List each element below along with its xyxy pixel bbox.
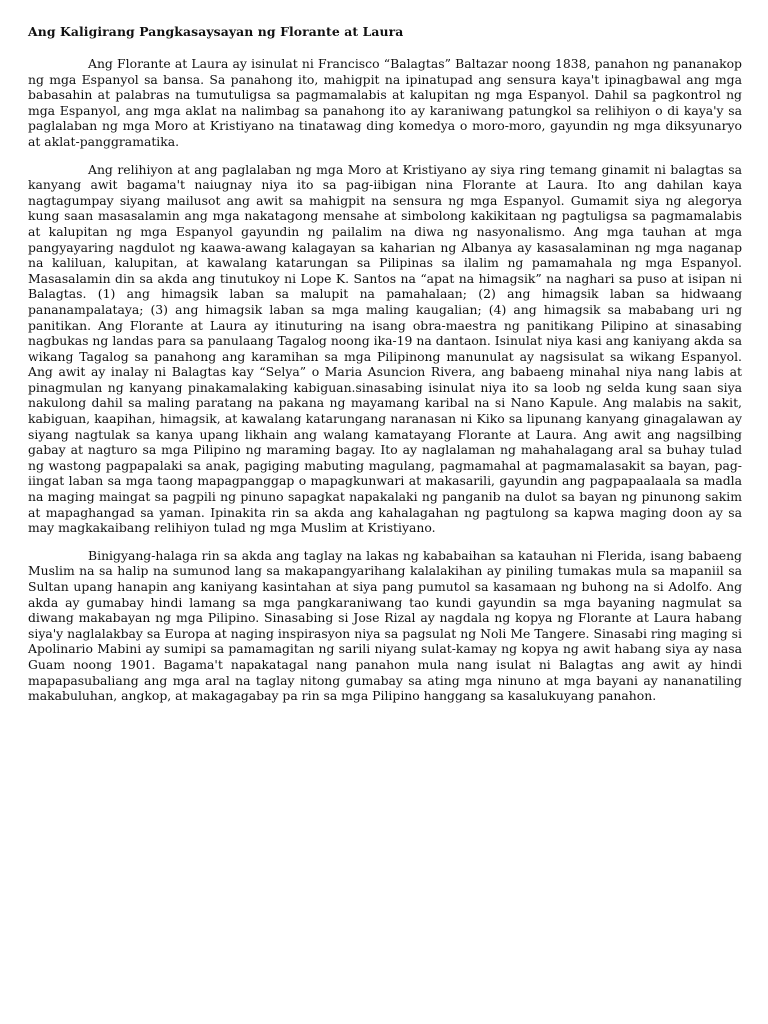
document-page (28, 24, 742, 716)
paragraph-3: Binigyang-halaga rin sa akda ang taglay na lakas ng kababaihan sa katauhan ni Flerida, isang babaeng Muslim na sa halip na sumunod lang sa makapangyarihang kalalakihan ay piniling tumakas mula sa mapaniil sa Sultan upang hanapin ang kaniyang kasintahan at siya pang pumutol sa kasamaan ng buhong na si Adolfo. Ang akda ay gumabay hindi lamang sa mga pangkaraniwang tao kundi gayundin sa mga bayaning nagmulat sa diwang makabayan ng mga Pilipino. Sinasabing si Jose Rizal ay nagdala ng kopya ng Florante at Laura habang siya'y naglalakbay sa Europa at naging inspirasyon niya sa pagsulat ng Noli Me Tangere. Sinasabi ring maging si Apolinario Mabini ay sumipi sa pamamagitan ng sarili niyang sulat-kamay ng kopya ng awit habang siya ay nasa Guam noong 1901. Bagama't napakatagal nang panahon mula nang isulat ni Balagtas ang awit ay hindi mapapasubaliang ang mga aral na taglay nitong gumabay sa ating mga ninuno at mga bayani ay nananatiling makabuluhan, angkop, at makagagabay pa rin sa mga Pilipino hanggang sa kasalukuyang panahon. (28, 547, 742, 704)
document-title: Ang Kaligirang Pangkasaysayan ng Florante at Laura (28, 24, 404, 39)
paragraph-1: Ang Florante at Laura ay isinulat ni Francisco “Balagtas” Baltazar noong 1838, panahon ng pananakop ng mga Espanyol sa bansa. Sa panahong ito, mahigpit na ipinatupad ang sensura kaya't ipinagbawal ang mga babasahin at palabras na tumutuligsa sa pagmamalabis at kalupitan ng mga Espanyol. Dahil sa pagkontrol ng mga Espanyol, ang mga aklat na nalimbag sa panahong ito ay karaniwang patungkol sa relihiyon o di kaya'y sa paglalaban ng mga Moro at Kristiyano na tinatawag ding komedya o moro-moro, gayundin ng mga diksyunaryo at aklat-panggramatika. (28, 56, 742, 149)
paragraph-2: Ang relihiyon at ang paglalaban ng mga Moro at Kristiyano ay siya ring temang ginamit ni balagtas sa kanyang awit bagama't naiugnay niya ito sa pag-iibigan nina Florante at Laura. Ito ang dahilan kaya nagtagumpay siyang mailusot ang awit sa mahigpit na sensura ng mga Espanyol. Gumamit siya ng alegorya kung saan masasalamin ang mga nakatagong mensahe at simbolong kakikitaan ng pagtuligsa sa pagmamalabis at kalupitan ng mga Espanyol gayundin ng pailalim na diwa ng nasyonalismo. Ang mga tauhan at mga pangyayaring nagdulot ng kaawa-awang kalagayan sa kaharian ng Albanya ay kasasalaminan ng mga naganap na kaliluan, kalupitan, at kawalang katarungan sa Pilipinas sa ilalim ng pamamahala ng mga Espanyol. Masasalamin din sa akda ang tinutukoy ni Lope K. Santos na “apat na himagsik” na naghari sa puso at isipan ni Balagtas. (1) ang himagsik laban sa malupit na pamahalaan; (2) ang himagsik laban sa hidwaang pananampalataya; (3) ang himagsik laban sa mga maling kaugalian; (4) ang himagsik sa mababang uri ng panitikan. Ang Florante at Laura ay itinuturing na isang obra-maestra ng panitikang Pilipino at sinasabing nagbukas ng landas para sa panulaang Tagalog noong ika-19 na dantaon. Isinulat niya kasi ang kaniyang akda sa wikang Tagalog sa panahong ang karamihan sa mga Pilipinong manunulat ay nagsisulat sa wikang Espanyol. Ang awit ay inalay ni Balagtas kay “Selya” o Maria Asuncion Rivera, ang babaeng minahal niya nang labis at pinagmulan ng kanyang pinakamalaking kabiguan.sinasabing isinulat niya ito sa loob ng selda kung saan siya nakulong dahil sa maling paratang na pakana ng mayamang karibal na si Nano Kapule. Ang malabis na sakit, kabiguan, kaapihan, himagsik, at kawalang katarungang naranasan ni Kiko sa lipunang kanyang ginagalawan ay siyang nagtulak sa kanya upang likhain ang walang kamatayang Florante at Laura. Ang awit ang nagsilbing gabay at nagturo sa mga Pilipino ng maraming bagay. Ito ay naglalaman ng mahahalagang aral sa buhay tulad ng wastong pagpapalaki sa anak, pagiging mabuting magulang, pagmamahal at pagmamalasakit sa bayan, pag-iingat laban sa mga taong mapagpanggap o mapagkunwari at makasarili, gayundin ang pagpapaalaala sa madla na maging maingat sa pagpili ng pinuno sapagkat napakalaki ng panganib na dulot sa bayan ng pinunong sakim at mapaghangad sa yaman. Ipinakita rin sa akda ang kahalagahan ng pagtulong sa kapwa maging doon ay sa may magkakaibang relihiyon tulad ng mga Muslim at Kristiyano. (28, 161, 742, 536)
